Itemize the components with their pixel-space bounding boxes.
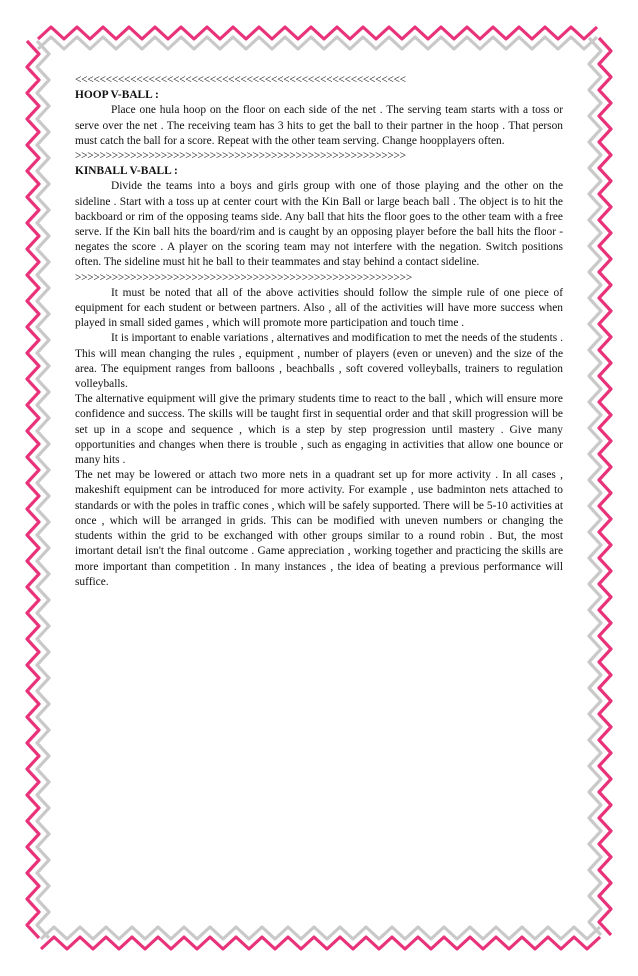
kinball-vball-paragraph: Divide the teams into a boys and girls group with one of those playing and the other on the sideline . Start with a toss up at center court with the Kin Ball or large beach ball . The object is to hit the backboard or rim of the opposing teams side. Any ball that hits the floor goes to the other team with a free serve. If the Kin ball hits the board/rim and is caught by an opposing player before the ball hits the floor - negates the score . A player on the scoring team may not interfere with the negation. Switch positions often. The sideline must hit he ball to their teammates and stay behind a contact sideline. bbox=[75, 180, 563, 269]
variations-paragraph: It is important to enable variations , alternatives and modification to met the needs of the students . This will mean changing the rules , equipment , number of players (even or uneven) and the size of the area. The equipment ranges from balloons , beachballs , soft covered volleyballs, trainers to regulation volleyballs. bbox=[75, 332, 563, 391]
equipment-rule-paragraph: It must be noted that all of the above activities should follow the simple rule of one piece of equipment for each student or between partners. Also , all of the activities will have more success when played in small sided games , which will promote more participation and touch time . bbox=[75, 286, 563, 330]
hoop-vball-paragraph: Place one hula hoop on the floor on each side of the net . The serving team starts with a toss or serve over the net . The receiving team has 3 hits to get the ball to their partner in the hoop . That person must catch the ball for a score. Repeat with the other team serving. Change hoopplayers often. bbox=[75, 104, 563, 147]
document-body bbox=[75, 73, 563, 590]
separator-left-arrows: <<<<<<<<<<<<<<<<<<<<<<<<<<<<<<<<<<<<<<<<<<<<<<<<<<<<<< bbox=[75, 74, 406, 86]
separator-right-arrows-2: >>>>>>>>>>>>>>>>>>>>>>>>>>>>>>>>>>>>>>>>>>>>>>>>>>>>>>> bbox=[75, 271, 412, 284]
alternative-equipment-paragraph: The alternative equipment will give the primary students time to react to the ball , which will ensure more confidence and success. The skills will be taught first in sequential order and that skill progression will be set up in a scope and sequence , which is a step by step progression until mastery . Give many opportunities and changes when there is trouble , such as engaging in activities that allow one bounce or many hits . bbox=[75, 393, 563, 467]
separator-right-arrows-1: >>>>>>>>>>>>>>>>>>>>>>>>>>>>>>>>>>>>>>>>>>>>>>>>>>>>>> bbox=[75, 150, 406, 163]
hoop-vball-heading: HOOP V-BALL : bbox=[75, 89, 159, 102]
net-setup-paragraph: The net may be lowered or attach two more nets in a quadrant set up for more activity . In all cases , makeshift equipment can be introduced for more activity. For example , use badminton nets attached to standards or with the poles in traffic cones , which will be safely supported. There will be 5-10 activities at once , which will be arranged in grids. This can be modified with uneven numbers or changing the students within the grid to be exchanged with other groups similar to a round robin . But, the most imortant detail isn't the final outcome . Game appreciation , working together and practicing the skills are more important than competition . In many instances , the idea of beating a previous performance will suffice. bbox=[75, 469, 563, 588]
kinball-vball-heading: KINBALL V-BALL : bbox=[75, 165, 178, 178]
